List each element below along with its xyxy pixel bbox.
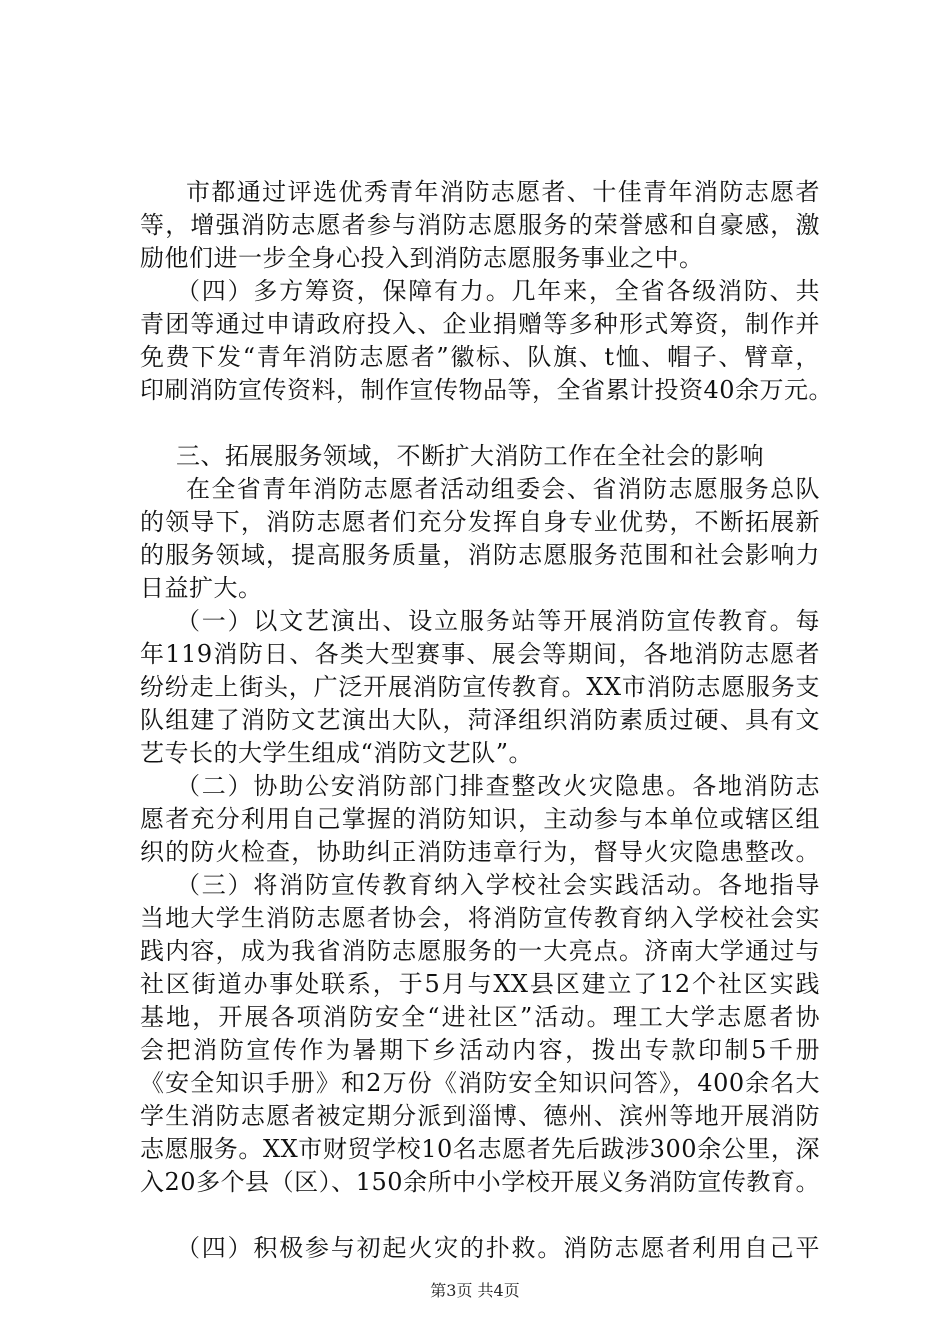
text-line: 织的防火检查，协助纠正消防违章行为，督导火灾隐患整改。 bbox=[140, 838, 820, 866]
text-line: 《安全知识手册》和2万份《消防安全知识问答》，400余名大 bbox=[140, 1069, 820, 1097]
text-line: 年119消防日、各类大型赛事、展会等期间，各地消防志愿者 bbox=[140, 640, 820, 668]
text-line: 印刷消防宣传资料，制作宣传物品等，全省累计投资40余万元。 bbox=[140, 376, 834, 404]
text-line: 基地，开展各项消防安全“进社区”活动。理工大学志愿者协 bbox=[140, 1003, 820, 1031]
text-line: （四）多方筹资，保障有力。几年来，全省各级消防、共 bbox=[176, 277, 820, 305]
page-footer: 第3页 共4页 bbox=[430, 1281, 520, 1300]
text-line: （一）以文艺演出、设立服务站等开展消防宣传教育。每 bbox=[176, 607, 820, 635]
text-line: 志愿服务。XX市财贸学校10名志愿者先后跋涉300余公里，深 bbox=[140, 1135, 820, 1163]
text-line: 践内容，成为我省消防志愿服务的一大亮点。济南大学通过与 bbox=[140, 937, 820, 965]
text-line: 当地大学生消防志愿者协会，将消防宣传教育纳入学校社会实 bbox=[140, 904, 820, 932]
text-line: 励他们进一步全身心投入到消防志愿服务事业之中。 bbox=[140, 244, 704, 272]
text-line: 市都通过评选优秀青年消防志愿者、十佳青年消防志愿者 bbox=[186, 178, 820, 206]
text-line: （四）积极参与初起火灾的扑救。消防志愿者利用自己平 bbox=[176, 1234, 820, 1262]
text-line: 会把消防宣传作为暑期下乡活动内容，拨出专款印制5千册 bbox=[140, 1036, 820, 1064]
text-line: 社区街道办事处联系，于5月与XX县区建立了12个社区实践 bbox=[140, 970, 820, 998]
text-line: （三）将消防宣传教育纳入学校社会实践活动。各地指导 bbox=[176, 871, 820, 899]
text-line: 的领导下，消防志愿者们充分发挥自身专业优势，不断拓展新 bbox=[140, 508, 820, 536]
section-heading: 三、拓展服务领域，不断扩大消防工作在全社会的影响 bbox=[176, 442, 764, 470]
text-line: 入20多个县（区）、150余所中小学校开展义务消防宣传教育。 bbox=[140, 1168, 820, 1196]
text-line: 免费下发“青年消防志愿者”徽标、队旗、t恤、帽子、臂章， bbox=[140, 343, 820, 371]
text-line: 的服务领域，提高服务质量，消防志愿服务范围和社会影响力 bbox=[140, 541, 820, 569]
text-line: 艺专长的大学生组成“消防文艺队”。 bbox=[140, 739, 534, 767]
text-line: 等，增强消防志愿者参与消防志愿服务的荣誉感和自豪感，激 bbox=[140, 211, 820, 239]
text-line: 纷纷走上街头，广泛开展消防宣传教育。XX市消防志愿服务支 bbox=[140, 673, 820, 701]
text-line: 学生消防志愿者被定期分派到淄博、德州、滨州等地开展消防 bbox=[140, 1102, 820, 1130]
text-line: 在全省青年消防志愿者活动组委会、省消防志愿服务总队 bbox=[186, 475, 820, 503]
text-line: 愿者充分利用自己掌握的消防知识，主动参与本单位或辖区组 bbox=[140, 805, 820, 833]
text-line: （二）协助公安消防部门排查整改火灾隐患。各地消防志 bbox=[176, 772, 820, 800]
text-line: 青团等通过申请政府投入、企业捐赠等多种形式筹资，制作并 bbox=[140, 310, 820, 338]
text-line: 队组建了消防文艺演出大队，菏泽组织消防素质过硬、具有文 bbox=[140, 706, 820, 734]
text-line: 日益扩大。 bbox=[140, 574, 263, 602]
